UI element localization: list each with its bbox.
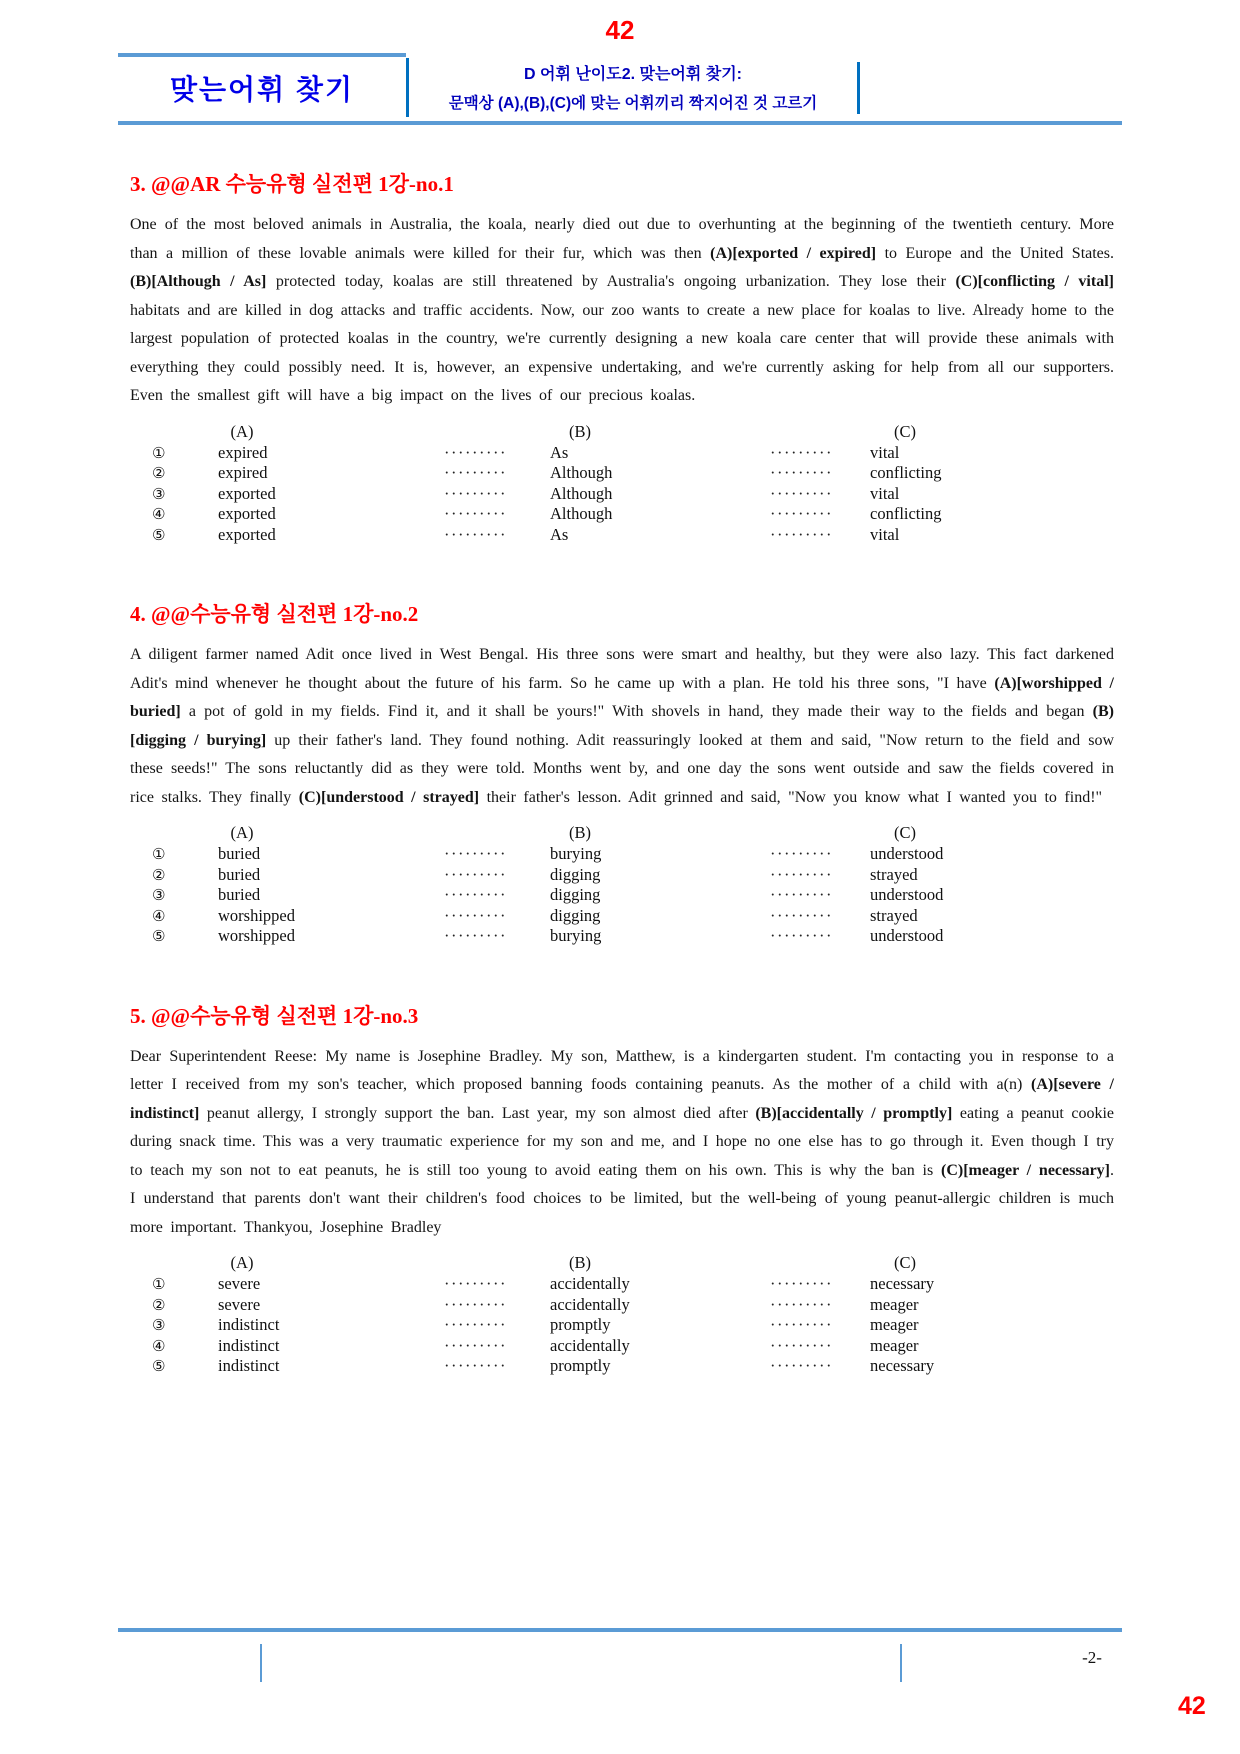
choice-row (130, 463, 1114, 484)
question-title: 5. @@수능유형 실전편 1강-no.3 (130, 1003, 419, 1028)
dots-separator: ········· (444, 524, 507, 544)
dots-separator: ········· (770, 483, 833, 503)
choice-word-a: indistinct (218, 1356, 280, 1375)
dots-separator: ········· (444, 864, 507, 884)
choice-word-b: burying (550, 926, 602, 945)
dots-separator: ········· (444, 504, 507, 523)
choice-number: ③ (152, 484, 166, 503)
question-title: 4. @@수능유형 실전편 1강-no.2 (130, 602, 419, 626)
header-subtitle-box (409, 53, 857, 119)
choice-word-b: accidentally (550, 1294, 630, 1314)
choice-word-c: meager (870, 1335, 919, 1355)
dots-separator: ········· (770, 844, 833, 863)
dots-separator: ········· (770, 1356, 833, 1375)
choice-number: ① (152, 845, 166, 863)
choice-number: ④ (152, 906, 166, 925)
dots-separator: ········· (444, 1315, 507, 1334)
passage-text: Dear Superintendent Reese: My name is Josephine Bradley. My son, Matthew, is a kindergarten student. I'm contacting you in response to a letter I received from my son's teacher, which proposed banning foods containing peanuts. As the mother of a child with a(n) (A)[severe / indistinct] peanut allergy, I strongly support the ban. Last year, my son almost died after (B)[accidentally / promptly] eating a peanut cookie during snack time. This was a very traumatic experience for my son and me, and I hope no one else has to go through it. Even though I try to teach my son not to eat peanuts, he is still too young to avoid eating them on his own. This is why the ban is (C)[meager / necessary]. I understand that parents don't want their children's food choices to be limited, but the well-being of young peanut-allergic children is much more important. Thankyou, Josephine Bradley (130, 1047, 1115, 1236)
dots-separator: ········· (444, 926, 507, 945)
choice-number: ④ (152, 1336, 166, 1355)
choice-word-b: promptly (550, 1315, 611, 1334)
dots-separator: ········· (770, 1274, 833, 1293)
choice-table-header (130, 822, 1114, 843)
column-header-a: (A) (230, 421, 254, 441)
choice-table-header (130, 421, 1114, 442)
choice-word-b: digging (550, 864, 601, 884)
choice-number: ③ (152, 1316, 166, 1334)
footer-tick-left (260, 1644, 262, 1682)
column-header-c: (C) (894, 823, 916, 842)
choice-row (130, 885, 1114, 906)
choice-word-b: digging (550, 905, 601, 925)
dots-separator: ········· (770, 442, 833, 462)
choice-number: ⑤ (152, 927, 166, 945)
choice-row (130, 1356, 1114, 1377)
choice-word-c: meager (870, 1315, 919, 1334)
choice-word-a: worshipped (218, 926, 295, 945)
choice-word-b: Although (550, 463, 613, 482)
page-content (118, 0, 1122, 1377)
choice-word-c: conflicting (870, 504, 942, 523)
dots-separator: ········· (444, 463, 507, 482)
choice-word-c: understood (870, 926, 944, 945)
choice-row (130, 1315, 1114, 1336)
header-title: 맞는어휘 찾기 (169, 74, 355, 105)
column-header-a: (A) (230, 823, 254, 842)
dots-separator: ········· (770, 1315, 833, 1334)
choice-table (130, 1252, 1114, 1377)
choice-word-a: worshipped (218, 905, 295, 925)
dots-separator: ········· (770, 864, 833, 884)
footer-tick-right (900, 1644, 902, 1682)
choice-word-c: understood (870, 885, 944, 904)
choice-word-c: vital (870, 442, 900, 462)
choice-number: ① (152, 1275, 166, 1293)
choice-word-b: Although (550, 483, 613, 503)
choice-number: ④ (152, 505, 166, 523)
choice-word-b: As (550, 524, 569, 544)
choice-word-c: conflicting (870, 463, 942, 482)
choice-table-header (130, 1252, 1114, 1273)
dots-separator: ········· (770, 524, 833, 544)
dots-separator: ········· (444, 905, 507, 925)
choice-word-a: indistinct (218, 1335, 280, 1355)
choice-word-b: accidentally (550, 1274, 630, 1293)
page-bottom-number: 42 (1178, 1692, 1206, 1720)
choice-word-c: vital (870, 483, 900, 503)
choice-number: ⑤ (152, 1357, 166, 1375)
choice-number: ⑤ (152, 525, 166, 544)
dots-separator: ········· (770, 1335, 833, 1355)
choice-row (130, 525, 1114, 546)
column-header-b: (B) (569, 1253, 591, 1272)
choice-word-c: necessary (870, 1356, 935, 1375)
choice-word-a: exported (218, 524, 276, 544)
choice-row (130, 1295, 1114, 1316)
dots-separator: ········· (444, 844, 507, 863)
dots-separator: ········· (770, 504, 833, 523)
dots-separator: ········· (444, 1274, 507, 1293)
column-header-b: (B) (569, 421, 591, 441)
choice-word-a: buried (218, 844, 261, 863)
choice-word-b: burying (550, 844, 602, 863)
choice-word-b: accidentally (550, 1335, 630, 1355)
choice-row (130, 844, 1114, 865)
choice-word-a: expired (218, 463, 268, 482)
dots-separator: ········· (444, 1335, 507, 1355)
passage-text: A diligent farmer named Adit once lived in West Bengal. His three sons were smart and healthy, but they were also lazy. This fact darkened Adit's mind whenever he thought about the future of his farm. So he came up with a plan. He told his three sons, "I have (A)[worshipped / buried] a pot of gold in my fields. Find it, and it shall be yours!" With shovels in hand, they made their way to the fields and began (B)[digging / burying] up their father's land. They found nothing. Adit reassuringly looked at them and said, "Now return to the field and sow these seeds!" The sons reluctantly did as they were told. Months went by, and one day the sons went outside and saw the fields covered in rice stalks. They finally (C)[understood / strayed] their father's lesson. Adit grinned and said, "Now you know what I wanted you to find!" (130, 646, 1114, 806)
choice-word-a: buried (218, 864, 261, 884)
page-top-number: 42 (605, 15, 635, 45)
dots-separator: ········· (770, 905, 833, 925)
choice-number: ① (152, 443, 166, 462)
choice-row (130, 926, 1114, 947)
question-section-4 (118, 601, 1122, 947)
choice-word-b: promptly (550, 1356, 611, 1375)
question-section-5 (118, 1003, 1122, 1377)
choice-number: ③ (152, 886, 166, 904)
question-title: 3. @@AR 수능유형 실전편 1강-no.1 (130, 172, 454, 196)
column-header-c: (C) (894, 1253, 916, 1272)
choice-number: ② (152, 464, 166, 482)
choice-number: ② (152, 865, 166, 884)
choice-word-c: vital (870, 524, 900, 544)
choice-table (130, 822, 1114, 947)
choice-word-b: Although (550, 504, 613, 523)
dots-separator: ········· (444, 885, 507, 904)
passage-text: One of the most beloved animals in Australia, the koala, nearly died out due to overhunting at the beginning of the twentieth century. More than a million of these lovable animals were killed for their fur, which was then (A)[exported / expired] to Europe and the United States. (B)[Although / As] protected today, koalas are still threatened by Australia's ongoing urbanization. They lose their (C)[conflicting / vital] habitats and are killed in dog attacks and traffic accidents. Now, our zoo wants to create a new place for koalas to live. Already home to the largest population of protected koalas in the country, we're currently designing a new koala care center that will provide these animals with everything they could possibly need. It is, however, an expensive undertaking, and we're currently asking for help from all our supporters. Even the smallest gift will have a big impact on the lives of our precious koalas. (130, 216, 1115, 404)
choice-row (130, 1274, 1114, 1295)
choice-row (130, 906, 1114, 927)
column-header-a: (A) (230, 1253, 254, 1272)
choice-row (130, 1336, 1114, 1357)
header-subtitle-line2: 문맥상 (A),(B),(C)에 맞는 어휘끼리 짝지어진 것 고르기 (448, 95, 818, 112)
header-spacer (860, 53, 1122, 119)
choice-word-a: expired (218, 442, 268, 462)
dots-separator: ········· (444, 442, 507, 462)
dots-separator: ········· (444, 1294, 507, 1314)
choice-word-c: strayed (870, 864, 918, 884)
choice-word-c: necessary (870, 1274, 935, 1293)
choice-word-a: severe (218, 1274, 261, 1293)
dots-separator: ········· (444, 483, 507, 503)
dots-separator: ········· (770, 885, 833, 904)
worksheet-header (118, 53, 1122, 125)
footer-page-number: -2- (1082, 1648, 1102, 1667)
header-title-box (118, 53, 406, 119)
choice-row (130, 865, 1114, 886)
header-subtitle-line1: D 어휘 난이도2. 맞는어휘 찾기: (523, 66, 743, 83)
choice-word-a: buried (218, 885, 261, 904)
column-header-c: (C) (894, 421, 916, 441)
choice-word-c: meager (870, 1294, 919, 1314)
dots-separator: ········· (770, 926, 833, 945)
question-section-3 (118, 171, 1122, 545)
choice-word-a: exported (218, 483, 276, 503)
choice-table (130, 421, 1114, 546)
dots-separator: ········· (770, 1294, 833, 1314)
dots-separator: ········· (444, 1356, 507, 1375)
choice-row (130, 443, 1114, 464)
choice-row (130, 504, 1114, 525)
choice-word-a: exported (218, 504, 276, 523)
choice-number: ② (152, 1295, 166, 1314)
choice-word-b: As (550, 442, 569, 462)
choice-word-a: indistinct (218, 1315, 280, 1334)
choice-word-c: understood (870, 844, 944, 863)
choice-word-b: digging (550, 885, 601, 904)
footer-rule (118, 1628, 1122, 1632)
choice-row (130, 484, 1114, 505)
dots-separator: ········· (770, 463, 833, 482)
choice-word-a: severe (218, 1294, 261, 1314)
column-header-b: (B) (569, 823, 591, 842)
choice-word-c: strayed (870, 905, 918, 925)
